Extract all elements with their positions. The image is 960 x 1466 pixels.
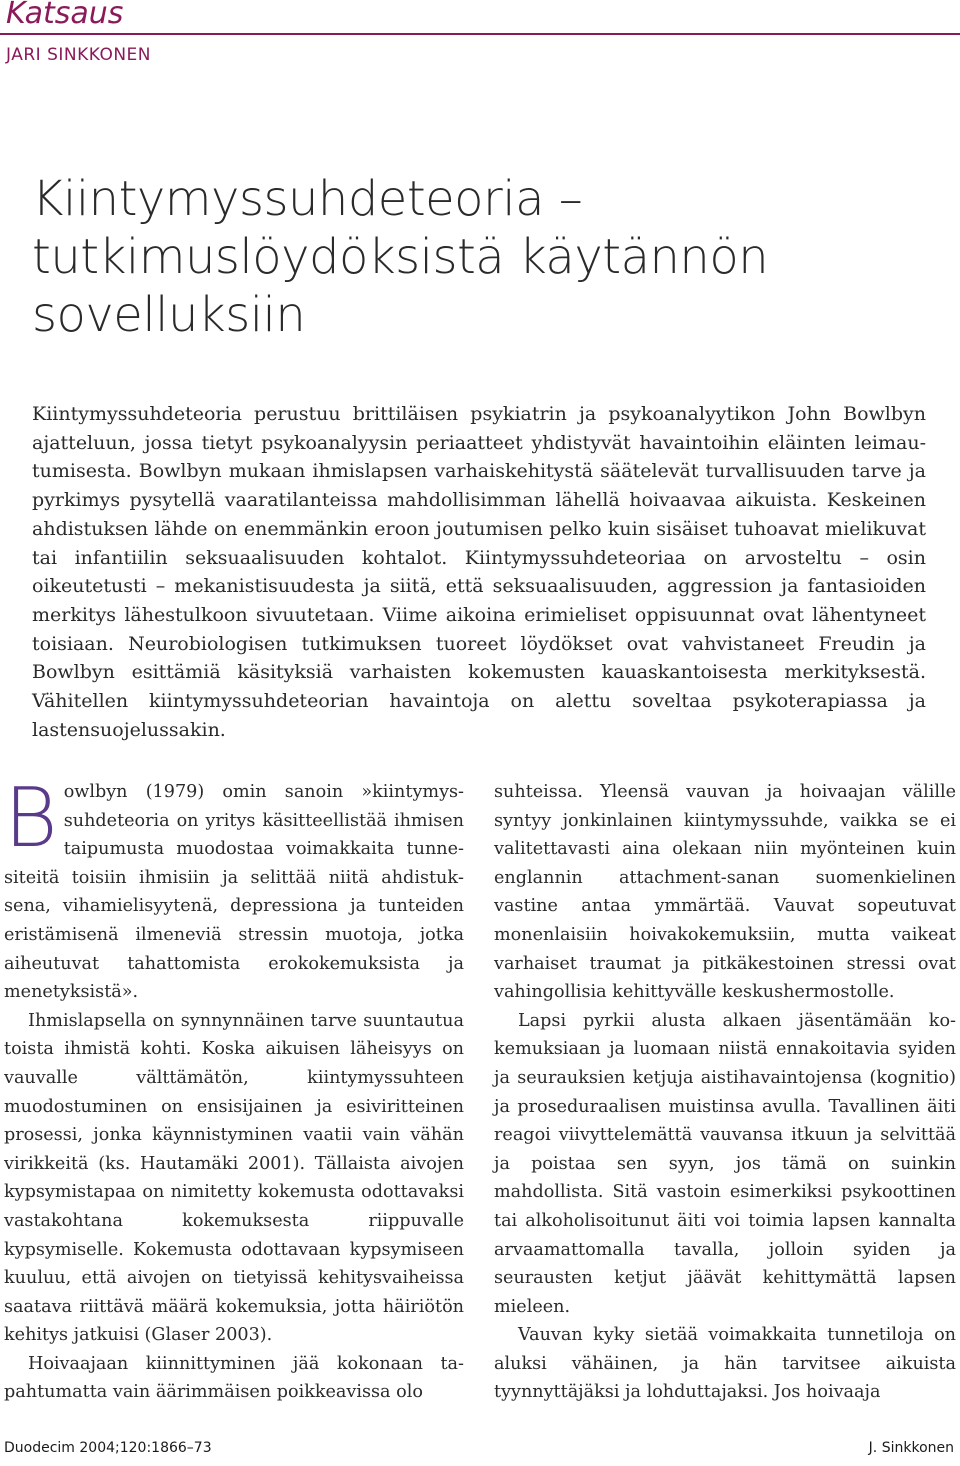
left-column	[4, 771, 464, 1407]
section-label: Katsaus	[6, 0, 124, 31]
paragraph: suhteissa. Yleensä vauvan ja hoivaajan välille syntyy jonkinlainen kiintymyssuhde, vaikka se ei valitettavasti aina olekaan niin myönteinen kuin englannin attachment-sanan suomenkielinen vastine antaa ymmärtää. Vauvat sopeutuvat monenlaisiin hoivakokemuksiin, mutta vaikeat varhaiset traumat ja pitkäkestoinen stressi ovat vahingollisia kehittyvälle keskushermostolle.	[494, 782, 956, 1003]
page-footer	[0, 1440, 960, 1464]
paragraph: Ihmislapsella on synnynnäinen tarve suuntautua toista ihmistä kohti. Koska aikuisen läheisyys on vauvalle välttämätön, kiintymyssuhteen muodostuminen on ensisijainen ja esiviritteinen prosessi, jonka käynnistyminen vaatii vain vähän virikkeitä (ks. Hautamäki 2001). Tällaista aivojen kypsymistapaa on nimitetty kokemusta odottavaksi vastakohtana kokemuksesta riippuvalle kypsymiselle. Kokemusta odottavaan kypsymiseen kuuluu, että aivojen on tietyissä kehitysvaiheissa saatava riittävä määrä kokemuksia, jotta häiriötön kehitys jatkuisi (Glaser 2003).	[4, 1010, 464, 1346]
journal-citation: Duodecim 2004;120:1866–73	[4, 1440, 212, 1456]
right-column	[494, 778, 956, 1407]
abstract: Kiintymyssuhdeteoria perustuu brittiläisen psykiatrin ja psykoanalyytikon John Bowlbyn ajatteluun, jossa tietyt psykoanalyysin periaatteet yhdistyvät havaintoihin eläinten leimautumisesta. Bowlbyn mukaan ihmislapsen varhaiskehitystä säätelevät turvallisuuden tarve ja pyrkimys pysytellä vaaratilanteissa mahdollisimman lähellä hoivaavaa aikuista. Keskeinen ahdistuksen lähde on enemmänkin eroon joutumisen pelko kuin sisäiset tuhoavat mielikuvat tai infantiilin seksuaalisuuden kohtalot. Kiintymyssuhdeteoriaa on arvosteltu – osin oikeutetusti – mekanistisuudesta ja siitä, että seksuaalisuuden, aggression ja fantasioiden merkitys lähestulkoon sivuutetaan. Viime aikoina erimieliset oppisuunnat ovat lähentyneet toisiaan. Neurobiologisen tutkimuksen tuoreet löydökset ovat vahvistaneet Freudin ja Bowlbyn esittämiä käsityksiä varhaisten kokemusten kauaskantoisesta merkityksestä. Vähitellen kiintymyssuhdeteorian havaintoja on alettu soveltaa psykoterapiassa ja lastensuojelussakin.	[32, 403, 926, 741]
footer-author: J. Sinkkonen	[868, 1440, 954, 1456]
title-line-1: Kiintymyssuhdeteoria –	[32, 171, 583, 227]
paragraph: Lapsi pyrkii alusta alkaen jäsentämään kokemuksiaan ja luomaan niistä ennakoitavia syiden ja seurauksien ketjuja aistihavaintojensa (kognitio) ja proseduraalisen muistinsa avulla. Tavallinen äiti reagoi viivyttelemättä vauvansa itkuun ja selvittää ja poistaa sen syyn, jos tämä on suinkin mahdollista. Sitä vastoin esimerkiksi psykoottinen tai alkoholisoitunut äiti voi toimia lapsen kannalta arvaamattomalla tavalla, jolloin syiden ja seurausten ketjut jäävät kehittymättä lapsen mieleen.	[494, 1010, 956, 1317]
page-header	[0, 0, 960, 75]
title-line-3: sovelluksiin	[32, 287, 306, 343]
drop-cap: B	[4, 771, 58, 866]
article-title	[32, 170, 932, 344]
author-line: JARI SINKKONEN	[6, 45, 152, 65]
paragraph: Vauvan kyky sietää voimakkaita tunnetiloja on aluksi vähäinen, ja hän tarvitsee aikuista tyynnyttäjäksi ja lohduttajaksi. Jos hoivaaja	[494, 1325, 956, 1403]
paragraph	[4, 771, 464, 1007]
title-line-2: tutkimuslöydöksistä käytännön	[32, 229, 769, 285]
paragraph-text: owlbyn (1979) omin sanoin »kiintymyssuhdeteoria on yritys käsitteellistää ihmisen taipumusta muodostaa voimakkaita tunnesiteitä toisiin ihmisiin ja selittää niitä ahdistuksena, vihamielisyytenä, depressiona ja tunteiden eristämisenä ilmeneviä stressin muotoja, jotka aiheutuvat tahattomista erokokemuksista ja menetyksistä».	[4, 782, 464, 1003]
paragraph: Hoivaajaan kiinnittyminen jää kokonaan tapahtumatta vain äärimmäisen poikkeavissa olo	[4, 1353, 464, 1403]
header-rule	[0, 33, 960, 35]
